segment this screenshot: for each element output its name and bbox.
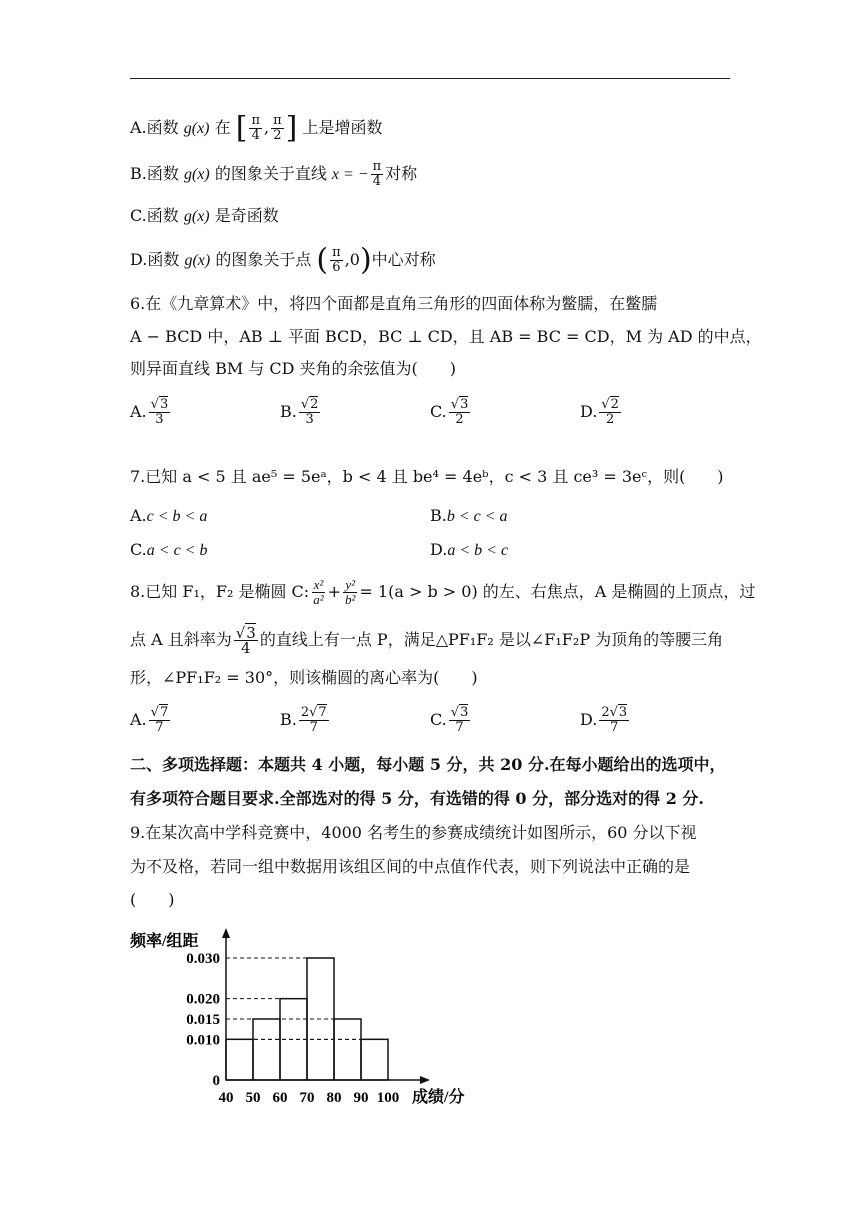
q6-stem-line-1: 6.在《九章算术》中，将四个面都是直角三角形的四面体称为鳖臑，在鳖臑: [130, 294, 658, 313]
q6-option-b: B. $\frac{√2}{3}$: [280, 397, 319, 427]
q7-option-a: A.c < b < a: [130, 506, 208, 525]
q9-stem-line-2: 为不及格，若同一组中数据用该组区间的中点值作代表，则下列说法中正确的是: [130, 857, 691, 876]
q5-option-d: D.函数 g(x) 的图象关于点 ( $\frac{\pi}{6}$ ,0)中心对称: [130, 242, 436, 278]
q8-option-d: D. $\frac{2√3}{7}$: [580, 705, 628, 735]
x-tick-label: 60: [272, 1090, 288, 1106]
q7-option-c: C.a < c < b: [130, 540, 208, 559]
q8-option-a: A. $\frac{√7}{7}$: [130, 705, 169, 735]
q8-option-b: B. $\frac{2√7}{7}$: [280, 705, 327, 735]
histogram-chart: [120, 920, 500, 1110]
q9-stem-line-1: 9.在某次高中学科竞赛中，4000 名考生的参赛成绩统计如图所示，60 分以下视: [130, 823, 697, 842]
x-tick-label: 90: [353, 1090, 369, 1106]
bar-90-100: [361, 1039, 388, 1080]
q6-option-c: C. $\frac{√3}{2}$: [430, 397, 469, 427]
y-tick-label: 0.020: [186, 991, 220, 1008]
x-tick-label: 70: [299, 1090, 315, 1106]
y-axis-arrow: [222, 928, 230, 938]
q7-stem: 7.已知 a < 5 且 ae⁵ = 5eᵃ，b < 4 且 be⁴ = 4eᵇ，c < 3 且 ce³ = 3eᶜ，则( ): [130, 467, 724, 486]
q8-stem-line-3: 形，∠PF₁F₂ = 30°，则该椭圆的离心率为( ): [130, 668, 478, 687]
q8-option-c: C. $\frac{√3}{7}$: [430, 705, 469, 735]
q6-stem-line-2: A − BCD 中，AB ⊥ 平面 BCD，BC ⊥ CD，且 AB = BC = CD，M 为 AD 的中点，: [130, 327, 762, 346]
q7-option-d: D.a < b < c: [430, 540, 509, 559]
y-tick-label: 0.030: [186, 951, 220, 967]
header-rule: [130, 78, 730, 79]
q5-option-b: B.函数 g(x) 的图象关于直线 x = − $\frac{\pi}{4}$ 对称: [130, 159, 418, 189]
q6-stem-line-3: 则异面直线 BM 与 CD 夹角的余弦值为( ): [130, 359, 457, 378]
x-axis-label: 成绩/分: [412, 1089, 465, 1106]
x-tick-label: 40: [218, 1090, 234, 1106]
x-axis-arrow: [420, 1076, 430, 1084]
bar-40-50: [226, 1039, 253, 1080]
x-tick-label: 100: [376, 1090, 400, 1106]
y-tick-label: 0.010: [186, 1032, 220, 1049]
q8-stem-line-1: 8.已知 F₁，F₂ 是椭圆 C: $\frac{\text{x²}}{\text{a²}}$ + $\frac{\text{y²}}{\text{b²}}$ = 1(a > b > 0) 的左、右焦点，A 是椭圆的上顶点，过: [130, 577, 756, 607]
q7-option-b: B.b < c < a: [430, 506, 508, 525]
x-tick-label: 80: [326, 1090, 342, 1106]
q9-stem-line-3: ( ): [130, 890, 175, 909]
bar-80-90: [334, 1019, 361, 1080]
q8-stem-line-2: 点 A 且斜率为 $\frac{√3}{4}$ 的直线上有一点 P，满足△PF₁F₂ 是以∠F₁F₂P 为顶角的等腰三角: [130, 624, 724, 657]
y-axis-label: 频率/组距: [130, 933, 199, 950]
histogram-ticks: [186, 951, 399, 1106]
q6-option-d: D. $\frac{√2}{2}$: [580, 397, 619, 427]
y-tick-label: 0: [212, 1073, 220, 1089]
bar-50-60: [253, 1019, 280, 1080]
y-tick-label: 0.015: [186, 1012, 220, 1028]
q5-option-c: C.函数 g(x) 是奇函数: [130, 206, 279, 225]
q6-option-a: A. $\frac{√3}{3}$: [130, 397, 169, 427]
section-2-heading-line-1: 二、多项选择题：本题共 4 小题，每小题 5 分，共 20 分.在每小题给出的选项中，: [130, 755, 726, 774]
x-tick-label: 50: [245, 1090, 261, 1106]
section-2-heading-line-2: 有多项符合题目要求.全部选对的得 5 分，有选错的得 0 分，部分选对的得 2 分.: [130, 789, 704, 808]
q5-option-a: A.函数 g(x) 在 [ $\frac{\pi}{4}$ , $\frac{\pi}{2}$ ] 上是增函数: [130, 110, 383, 146]
